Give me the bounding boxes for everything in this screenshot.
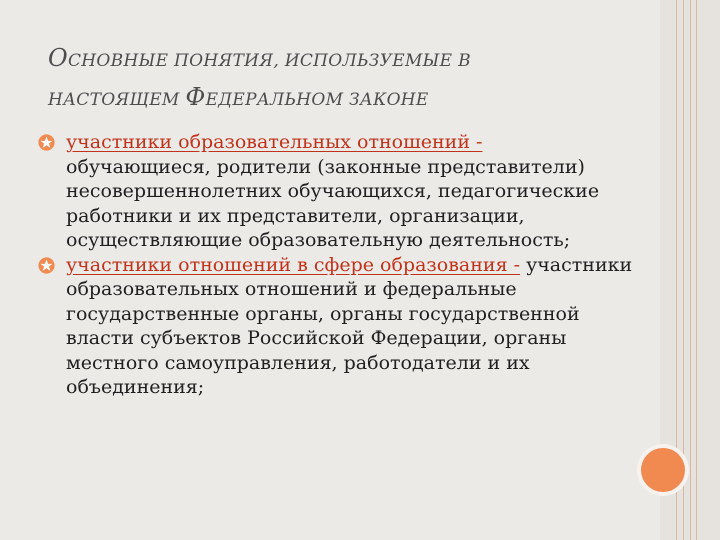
slide-title bbox=[48, 40, 648, 118]
title-text: СНОВНЫЕ ПОНЯТИЯ, ИСПОЛЬЗУЕМЫЕ В bbox=[67, 51, 471, 71]
title-line-1 bbox=[48, 40, 648, 79]
star-bullet-icon bbox=[38, 257, 55, 274]
bullet-list bbox=[38, 130, 638, 400]
term-definition: участники образовательных отношений и федеральные государственные органы, органы государственной власти субъектов Российской Федерации, органы местного самоуправления, работодатели и их объединения; bbox=[66, 253, 633, 398]
title-initial: О bbox=[48, 44, 68, 72]
list-item bbox=[38, 130, 638, 253]
term-definition: обучающиеся, родители (законные представители) несовершеннолетних обучающихся, педагогические работники и их представители, организации, осуществляющие образовательную деятельность; bbox=[66, 155, 600, 251]
term-highlight: участники образовательных отношений - bbox=[66, 131, 483, 153]
rail-line bbox=[690, 0, 691, 540]
title-text: ЕДЕРАЛЬНОМ ЗАКОНЕ bbox=[205, 90, 429, 110]
title-line-2 bbox=[48, 79, 648, 118]
title-initial: Ф bbox=[185, 83, 206, 111]
title-text: НАСТОЯЩЕМ bbox=[48, 90, 186, 110]
list-item bbox=[38, 253, 638, 400]
rail-line bbox=[696, 0, 697, 540]
star-bullet-icon bbox=[38, 134, 55, 151]
rail-line bbox=[683, 0, 684, 540]
decorative-circle bbox=[641, 448, 685, 492]
term-highlight: участники отношений в сфере образования - bbox=[66, 253, 521, 276]
